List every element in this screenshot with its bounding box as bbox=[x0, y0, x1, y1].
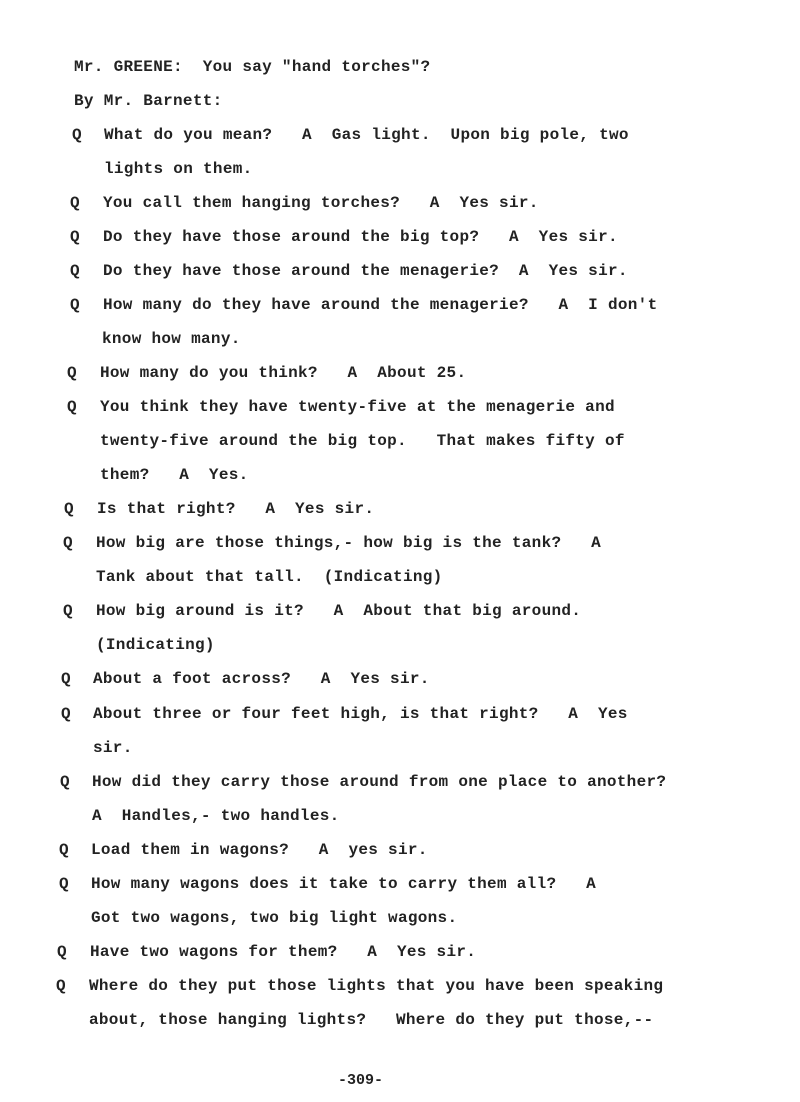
transcript-line: About three or four feet high, is that right? A Yes bbox=[93, 705, 628, 723]
transcript-line: about, those hanging lights? Where do they put those,-- bbox=[89, 1011, 654, 1029]
transcript-line: What do you mean? A Gas light. Upon big pole, two bbox=[104, 126, 629, 144]
transcript-line: Is that right? A Yes sir. bbox=[97, 500, 375, 518]
transcript-line: them? A Yes. bbox=[100, 466, 249, 484]
question-marker: Q bbox=[63, 602, 73, 620]
transcript-line: Where do they put those lights that you have been speaking bbox=[89, 977, 664, 995]
transcript-line: (Indicating) bbox=[96, 636, 215, 654]
question-marker: Q bbox=[70, 228, 80, 246]
transcript-line: Tank about that tall. (Indicating) bbox=[96, 568, 443, 586]
transcript-line: Got two wagons, two big light wagons. bbox=[91, 909, 458, 927]
question-marker: Q bbox=[60, 773, 70, 791]
transcript-line: How many do you think? A About 25. bbox=[100, 364, 467, 382]
transcript-line: You think they have twenty-five at the menagerie and bbox=[100, 398, 615, 416]
question-marker: Q bbox=[70, 296, 80, 314]
question-marker: Q bbox=[67, 364, 77, 382]
question-marker: Q bbox=[59, 875, 69, 893]
transcript-line: A Handles,- two handles. bbox=[92, 807, 340, 825]
transcript-line: Do they have those around the menagerie? A Yes sir. bbox=[103, 262, 628, 280]
transcript-line: How big are those things,- how big is the tank? A bbox=[96, 534, 601, 552]
transcript-line: How many wagons does it take to carry them all? A bbox=[91, 875, 596, 893]
question-marker: Q bbox=[59, 841, 69, 859]
transcript-line: How big around is it? A About that big around. bbox=[96, 602, 582, 620]
transcript-line: Mr. GREENE: You say "hand torches"? bbox=[74, 58, 431, 76]
transcript-line: know how many. bbox=[102, 330, 241, 348]
question-marker: Q bbox=[70, 194, 80, 212]
transcript-line: lights on them. bbox=[104, 160, 253, 178]
question-marker: Q bbox=[72, 126, 82, 144]
transcript-line: How many do they have around the menagerie? A I don't bbox=[103, 296, 658, 314]
question-marker: Q bbox=[67, 398, 77, 416]
transcript-line: By Mr. Barnett: bbox=[74, 92, 223, 110]
transcript-line: Have two wagons for them? A Yes sir. bbox=[90, 943, 477, 961]
page-number: -309- bbox=[338, 1072, 384, 1089]
transcript-line: Do they have those around the big top? A Yes sir. bbox=[103, 228, 618, 246]
question-marker: Q bbox=[70, 262, 80, 280]
question-marker: Q bbox=[61, 670, 71, 688]
question-marker: Q bbox=[61, 705, 71, 723]
transcript-line: sir. bbox=[93, 739, 133, 757]
transcript-line: twenty-five around the big top. That makes fifty of bbox=[100, 432, 625, 450]
transcript-line: About a foot across? A Yes sir. bbox=[93, 670, 430, 688]
transcript-line: You call them hanging torches? A Yes sir. bbox=[103, 194, 539, 212]
question-marker: Q bbox=[56, 977, 66, 995]
transcript-line: Load them in wagons? A yes sir. bbox=[91, 841, 428, 859]
question-marker: Q bbox=[64, 500, 74, 518]
question-marker: Q bbox=[57, 943, 67, 961]
transcript-line: How did they carry those around from one place to another? bbox=[92, 773, 667, 791]
question-marker: Q bbox=[63, 534, 73, 552]
